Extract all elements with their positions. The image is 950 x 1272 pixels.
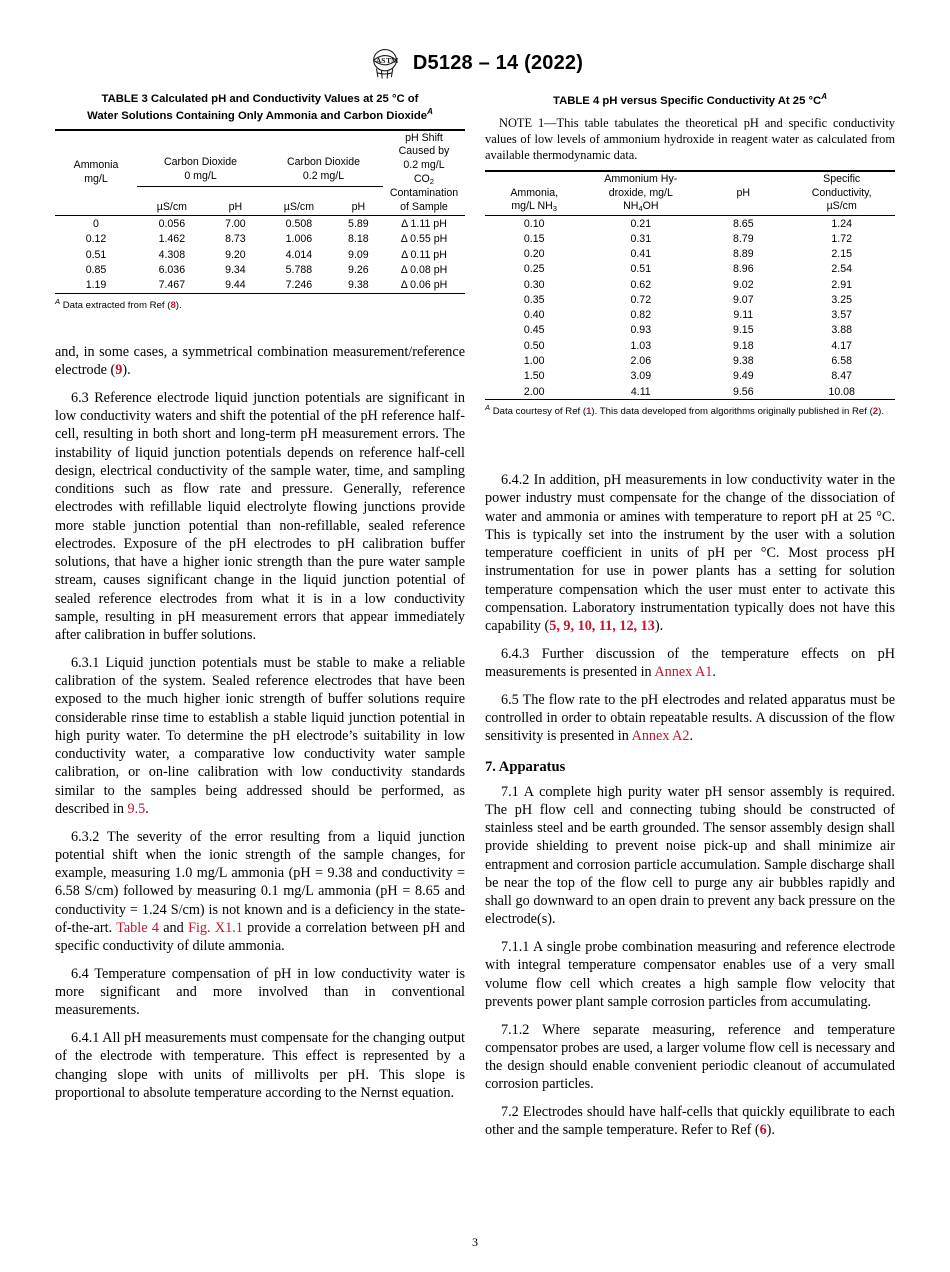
- reference-link[interactable]: 5, 9, 10, 11, 12, 13: [549, 618, 655, 635]
- table3-header-row-1: [55, 131, 465, 187]
- cross-reference-link[interactable]: Table 4: [116, 919, 159, 936]
- svg-text:A: A: [375, 56, 382, 65]
- table4-title-footnote-mark: A: [821, 92, 827, 101]
- table3-col-cond-0: µS/cm: [156, 200, 187, 213]
- section-heading-apparatus: 7. Apparatus: [485, 758, 566, 775]
- paragraph-6-4-2: 6.4.2 In addition, pH measurements in low conductivity water in the power industry must compensate for the change of the dissociation of water and ammonia or amines with temperature to report pH at 25 °C. This is typically set into the instrument by the user with a solution temperature coefficient in units of pH per °C. Most process pH instrumentation for use in power plants has a setting for solution temperature compensation which the user must enter to activate this compensation. Laboratory instrumentation typically does not have this capability (5, 9, 10, 11, 12, 13).: [485, 472, 895, 635]
- table3-title: [55, 92, 465, 124]
- table-row: 1.19 7.467 9.44 7.246 9.38 Δ 0.06 pH: [85, 279, 448, 292]
- table3-col-ph-0: pH: [228, 200, 243, 213]
- table3-col-co2-02: Carbon Dioxide 0.2 mg/L: [264, 131, 383, 187]
- table3-footnote-mark: A: [55, 296, 61, 306]
- cross-reference-link[interactable]: 9.5: [127, 800, 146, 817]
- note-text: This table tabulates the theoretical pH and specific conductivity values of low levels of ammonium hydroxide in reagent water as calculated from available thermodynamic data.: [485, 115, 895, 162]
- note-label: NOTE 1—: [499, 115, 557, 130]
- paragraph-6-4: 6.4 Temperature compensation of pH in low conductivity water is more significant and more involved than in conventional measurements.: [55, 965, 465, 1019]
- table3-col-co2-0: Carbon Dioxide 0 mg/L: [137, 131, 264, 187]
- reference-link[interactable]: 2: [872, 406, 879, 418]
- table-row: 0.12 1.462 8.73 1.006 8.18 Δ 0.55 pH: [85, 233, 448, 246]
- paragraph-6-3-2: 6.3.2 The severity of the error resulting from a liquid junction potential shift when the ionic strength of the sample changes, for example, measuring 1.0 mg/L ammonia (pH = 9.38 and conductivity = 6.58 S/cm) followed by measuring 0.1 mg/L ammonia (pH = 8.65 and conductivity = 1.24 S/cm) is not known and is a deficiency in the state-of-the-art. Table 4 and Fig. X1.1 provide a correlation between pH and specific conductivity of dilute ammonia.: [55, 828, 465, 955]
- table-row: 0.20 0.41 8.89 2.15: [523, 248, 852, 261]
- table-row: 0.45 0.93 9.15 3.88: [523, 324, 852, 337]
- table4-title-text: TABLE 4 pH versus Specific Conductivity At 25 °C: [553, 94, 822, 107]
- table-row: 1.00 2.06 9.38 6.58: [523, 355, 852, 367]
- cross-reference-link[interactable]: Annex A1: [654, 664, 713, 681]
- table3-title-footnote-mark: A: [427, 106, 433, 116]
- table-row: 1.50 3.09 9.49 8.47: [523, 370, 852, 383]
- table-row: 0.25 0.51 8.96 2.54: [523, 263, 852, 276]
- table4-col-ph: pH: [736, 186, 751, 199]
- table4-note: [485, 115, 895, 163]
- svg-text:M: M: [390, 56, 399, 65]
- table3-col-ph-shift: pH Shift Caused by 0.2 mg/L $CO_2$ Contamination of Sample: [389, 131, 459, 213]
- cross-reference-link[interactable]: Fig. X1.1: [188, 919, 243, 936]
- paragraph-6-3-1: 6.3.1 Liquid junction potentials must be stable to make a reliable calibration of the system. Sealed reference electrodes that have been exposed to the much higher ionic strength of buffer solutions require considerable rinse time to establish a stable liquid junction potential in high purity water. To determine the pH electrode’s suitability in low conductivity water, a comparative low conductivity water sample calibration, or on-line calibration with low conductivity standards similar to the samples being addressed should be performed, as described in 9.5.: [55, 654, 465, 817]
- svg-text:S: S: [381, 56, 386, 65]
- table-row: 2.00 4.11 9.56 10.08: [523, 385, 855, 398]
- table-row: 0.50 1.03 9.18 4.17: [523, 339, 852, 352]
- table4-col-hydroxide: Ammonium Hy- droxide, mg/L $NH_4OH$: [604, 173, 678, 214]
- table-row: 0.51 4.308 9.20 4.014 9.09 Δ 0.11 pH: [85, 248, 447, 261]
- paragraph-6-4-3: 6.4.3 Further discussion of the temperature effects on pH measurements is presented in Annex A1.: [485, 645, 895, 681]
- table3-col-cond-02: µS/cm: [283, 200, 315, 213]
- table4-title: [485, 92, 895, 109]
- page-number: 3: [472, 1235, 478, 1249]
- table-row: 0.30 0.62 9.02 2.91: [523, 278, 852, 291]
- left-column: [55, 92, 465, 1102]
- svg-text:T: T: [385, 56, 392, 65]
- table4: [485, 170, 895, 400]
- table4-footnote-mark: A: [485, 403, 491, 413]
- table3-title-line2: Water Solutions Containing Only Ammonia and Carbon Dioxide: [87, 109, 428, 122]
- paragraph-continuation: and, in some cases, a symmetrical combination measurement/reference electrode (9).: [55, 343, 465, 379]
- reference-link[interactable]: 8: [170, 299, 176, 311]
- astm-logo-icon: [367, 46, 403, 80]
- paragraph-6-3: 6.3 Reference electrode liquid junction potentials are significant in low conductivity waters and shift the potential of the pH reference half-cell, resulting in both short and long-term pH measurement errors. The instability of liquid junction potentials depends on reference half-cell design, electrical conductivity of the sample water, time, and sampling conditions such as flow rate and pressure. Generally, reference electrodes with refillable liquid electrolyte flowing junctions provide more stable junction potential than non-refillable, sealed reference electrodes. Exposure of the pH electrodes to pH calibration buffer solutions, that have a higher ionic strength than the pure water sample stream, causes significant change in the liquid junction potential of sealed reference electrodes from what it is in a low conductivity sample, resulting in pH measurement errors that appear immediately after calibration in buffer solutions.: [55, 389, 465, 644]
- paragraph-7-2: 7.2 Electrodes should have half-cells that quickly equilibrate to each other and the sample temperature. Refer to Ref (6).: [485, 1104, 895, 1139]
- paragraph-7-1: 7.1 A complete high purity water pH sensor assembly is required. The pH flow cell and connecting tubing should be constructed of stainless steel and be earth grounded. The sensor assembly design shall provide shielding to prevent noise pick-up and shall minimize air entrapment and corrosion particle accumulation. Sample discharge shall be near the top of the flow cell to purge any air bubbles rapidly and shall go downward to an open drain to prevent any back pressure on the electrode(s).: [485, 783, 895, 928]
- table-row: 0.40 0.82 9.11 3.57: [523, 309, 852, 322]
- table-row: 0.85 6.036 9.34 5.788 9.26 Δ 0.08 pH: [85, 263, 448, 276]
- table3-col-ammonia: Ammonia mg/L: [73, 159, 119, 185]
- table4-col-conductivity: Specific Conductivity, µS/cm: [811, 173, 872, 213]
- reference-link[interactable]: 1: [586, 406, 592, 418]
- table3-title-line1: TABLE 3 Calculated pH and Conductivity Values at 25 °C of: [101, 93, 419, 105]
- right-column: [485, 92, 895, 1140]
- standard-number: D5128 – 14 (2022): [412, 51, 584, 74]
- table4-col-ammonia: Ammonia, mg/L $NH_3$: [510, 186, 559, 214]
- table3-footnote: $^A$ Data extracted from Ref (8).: [55, 296, 182, 311]
- paragraph-6-5: 6.5 The flow rate to the pH electrodes and related apparatus must be controlled in order to obtain repeatable results. A discussion of the flow sensitivity is presented in Annex A2.: [485, 691, 895, 745]
- paragraph-7-1-1: 7.1.1 A single probe combination measuring and reference electrode with integral temperature compensator enables use of a very small volume flow cell which creates a high sample flow velocity that prevents power plant sample corrosion particles from accumulating.: [485, 939, 895, 1010]
- table-row: 0 0.056 7.00 0.508 5.89 Δ 1.11 pH: [93, 218, 447, 231]
- table-row: 0.10 0.21 8.65 1.24: [523, 217, 852, 230]
- table3-col-ph-02: pH: [351, 200, 366, 213]
- table-row: 0.35 0.72 9.07 3.25: [523, 293, 852, 306]
- reference-link[interactable]: 6: [759, 1122, 767, 1139]
- paragraph-7-1-2: 7.1.2 Where separate measuring, reference and temperature compensator probes are used, a larger volume flow cell is necessary and the design should enable convenient periodic cleanout of accumulated corrosion particles.: [485, 1021, 895, 1093]
- table-row: 0.15 0.31 8.79 1.72: [523, 232, 852, 245]
- paragraph-6-4-1: 6.4.1 All pH measurements must compensate for the changing output of the electrode with temperature. This effect is represented by a changing slope with units of millivolts per pH. This slope is proportional to absolute temperature according to the Nernst equation.: [55, 1030, 465, 1101]
- cross-reference-link[interactable]: Annex A2: [631, 728, 690, 745]
- table3: [55, 129, 465, 294]
- table4-footnote: $^A$ Data courtesy of Ref (1). This data developed from algorithms originally published in Ref (2).: [485, 403, 885, 418]
- reference-link[interactable]: 9: [115, 362, 123, 379]
- table4-header-row: [485, 172, 895, 215]
- page-header: [0, 46, 950, 80]
